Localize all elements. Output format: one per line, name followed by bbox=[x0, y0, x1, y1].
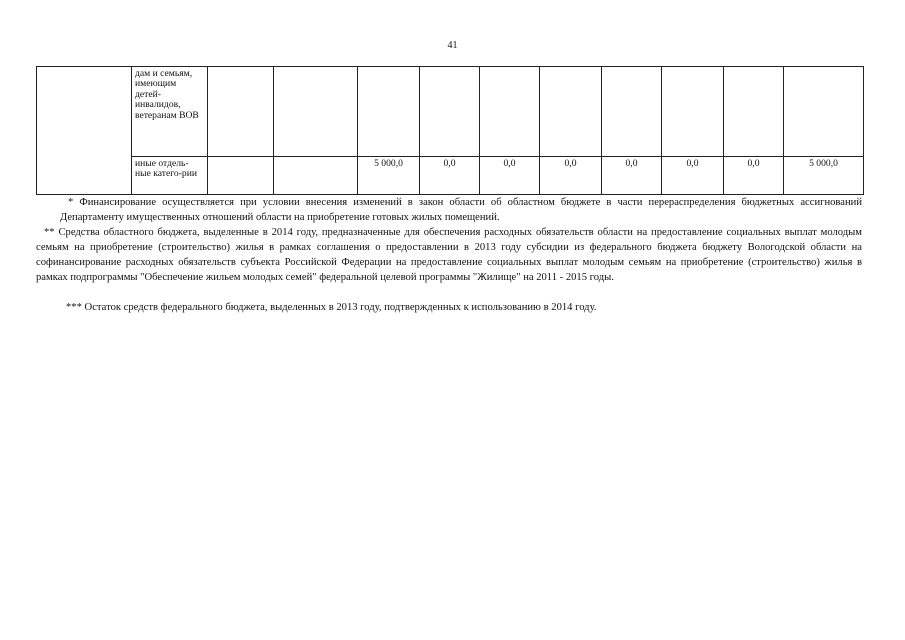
value-cell bbox=[208, 157, 274, 195]
value-cell bbox=[274, 67, 358, 157]
footnote-1: * Финансирование осуществляется при условии внесения изменений в закон области об областном бюджете в части перераспределения бюджетных ассигнований Департаменту имущественных отношений области на приобретение готовых жилых помещений. bbox=[60, 197, 862, 223]
value-cell: 0,0 bbox=[662, 157, 724, 195]
value-cell bbox=[480, 67, 540, 157]
category-cell: дам и семьям, имеющим детей-инвалидов, ветеранам ВОВ bbox=[132, 67, 208, 157]
value-cell bbox=[420, 67, 480, 157]
value-cell bbox=[602, 67, 662, 157]
value-cell: 0,0 bbox=[540, 157, 602, 195]
value-cell: 0,0 bbox=[724, 157, 784, 195]
value-cell bbox=[274, 157, 358, 195]
value-cell: 0,0 bbox=[602, 157, 662, 195]
value-cell: 0,0 bbox=[420, 157, 480, 195]
value-cell: 0,0 bbox=[480, 157, 540, 195]
value-cell bbox=[358, 67, 420, 157]
value-cell bbox=[540, 67, 602, 157]
footnote-3: *** Остаток средств федерального бюджета, выделенных в 2013 году, подтвержденных к использованию в 2014 году. bbox=[66, 302, 597, 313]
value-cell: 5 000,0 bbox=[358, 157, 420, 195]
page-number: 41 bbox=[447, 40, 458, 51]
value-cell bbox=[784, 67, 864, 157]
financing-table bbox=[36, 66, 864, 195]
value-cell bbox=[208, 67, 274, 157]
merged-cell bbox=[37, 67, 132, 195]
value-cell bbox=[724, 67, 784, 157]
value-cell: 5 000,0 bbox=[784, 157, 864, 195]
footnote-2: ** Средства областного бюджета, выделенные в 2014 году, предназначенные для обеспечения расходных обязательств области на предоставление социальных выплат молодым семьям на приобретение (строительство) жилья в рамках соглашения о предоставлении в 2013 году субсидии из федерального бюджета бюджету Вологодской области на софинансирование расходных обязательств субъекта Российской Федерации на предоставление социальных выплат молодым семьям на приобретение (строительство) жилья в рамках подпрограммы "Обеспечение жильем молодых семей" федеральной целевой программы "Жилище" на 2011 - 2015 годы. bbox=[36, 227, 862, 283]
category-cell: иные отдель-ные катего-рии bbox=[132, 157, 208, 195]
table-row bbox=[37, 67, 864, 157]
table-row bbox=[37, 157, 864, 195]
value-cell bbox=[662, 67, 724, 157]
